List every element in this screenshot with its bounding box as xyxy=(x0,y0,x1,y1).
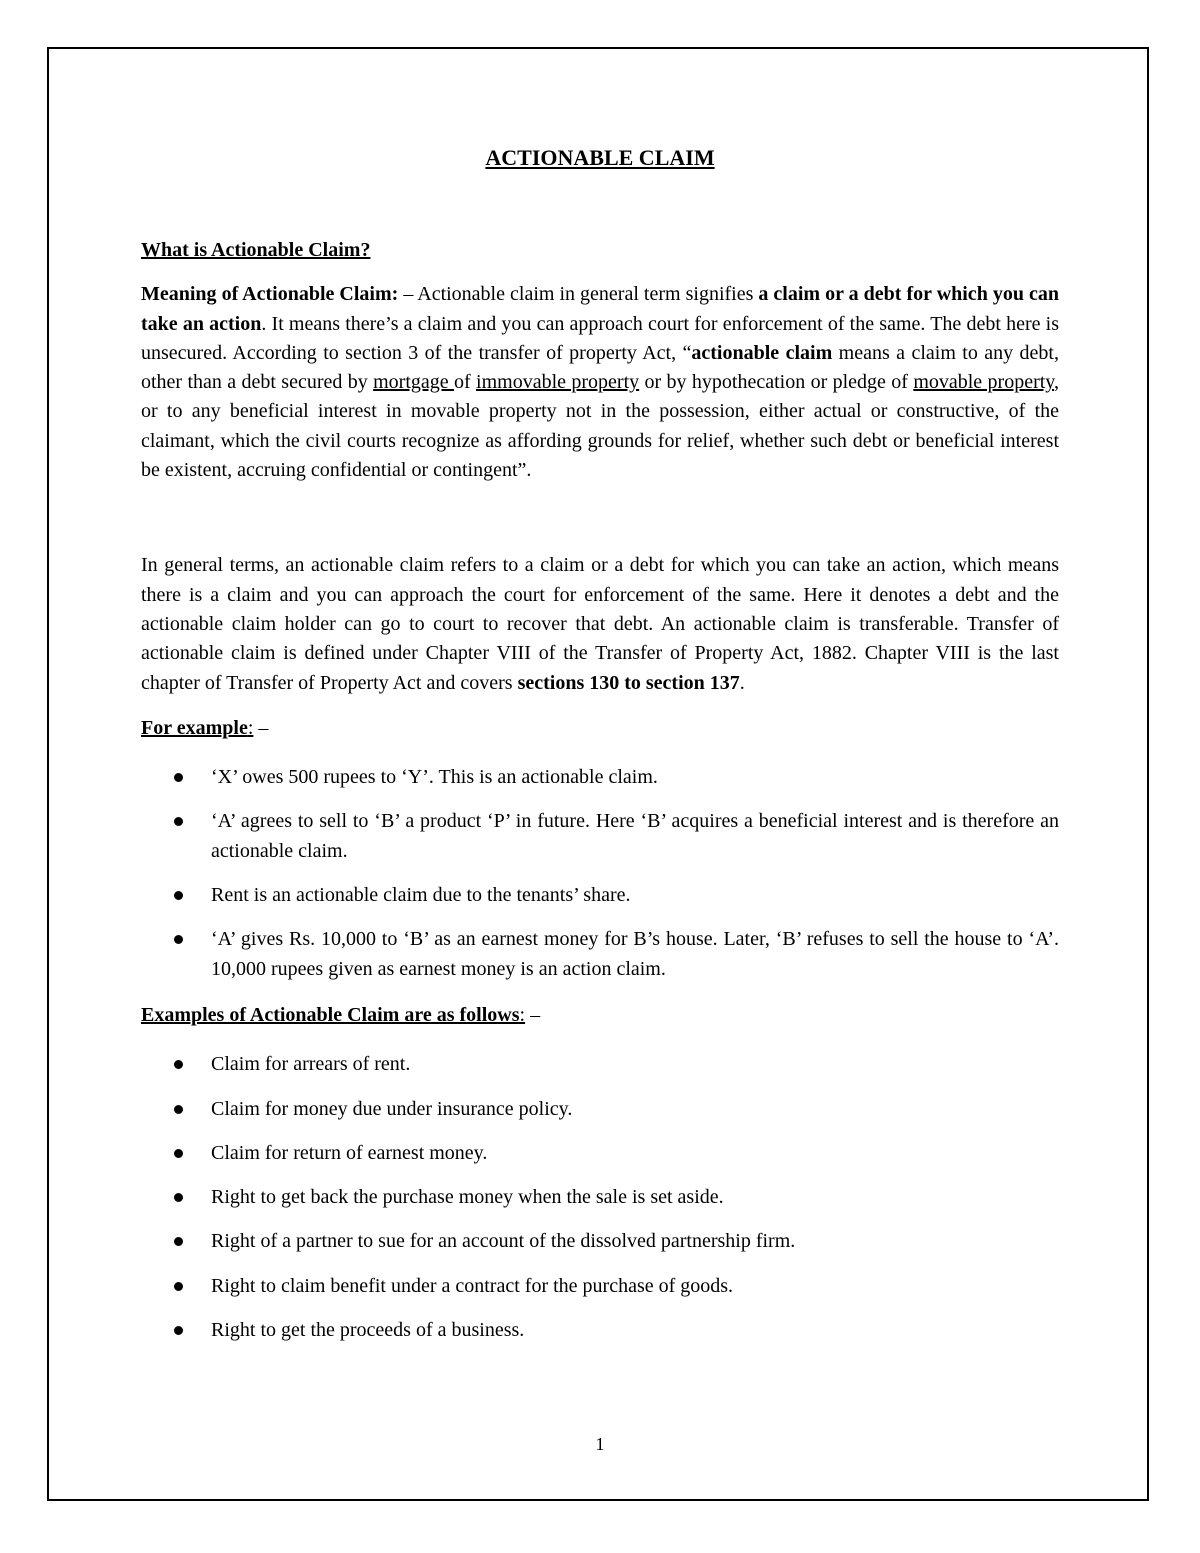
bullet-icon xyxy=(174,1326,183,1335)
examples-heading-dash: – xyxy=(525,1003,541,1026)
meaning-bold-2: actionable claim xyxy=(691,341,833,364)
list-item-text: Claim for money due under insurance policy. xyxy=(211,1097,573,1120)
document-title: ACTIONABLE CLAIM xyxy=(485,145,715,170)
bullet-icon xyxy=(174,1105,183,1114)
bullet-icon xyxy=(174,1282,183,1291)
list-item-text: ‘X’ owes 500 rupees to ‘Y’. This is an actionable claim. xyxy=(211,766,658,789)
general-text-2: . xyxy=(739,671,745,694)
list-item-text: Right to get back the purchase money when the sale is set aside. xyxy=(211,1186,724,1209)
meaning-text-1: – Actionable claim in general term signifies xyxy=(398,283,759,306)
meaning-text-4: of xyxy=(454,371,477,394)
bullet-icon xyxy=(174,1060,183,1069)
bullet-icon xyxy=(174,773,183,782)
example-list xyxy=(141,763,1059,984)
general-paragraph xyxy=(141,551,1059,697)
document-body xyxy=(141,142,1059,1360)
meaning-text-3: means a claim to any debt, other than a debt secured by xyxy=(141,341,1059,394)
list-item xyxy=(141,1227,1059,1256)
list-item xyxy=(141,881,1059,910)
what-heading: What is Actionable Claim? xyxy=(141,239,371,261)
for-example-dash: – xyxy=(253,716,269,739)
for-example-label: For example xyxy=(141,716,248,739)
general-text-1: In general terms, an actionable claim refers to a claim or a debt for which you can take an action, which means there is a claim and you can approach the court for enforcement of the same. Here it denotes a debt and the actionable claim holder can go to court to recover that debt. An actionable claim is transferable. Transfer of actionable claim is defined under Chapter VIII of the Transfer of Property Act, 1882. Chapter VIII is the last chapter of Transfer of Property Act and covers xyxy=(141,554,1059,694)
bullet-icon xyxy=(174,1237,183,1246)
list-item xyxy=(141,763,1059,792)
examples-heading-colon: : xyxy=(519,1003,526,1026)
examples-heading-label: Examples of Actionable Claim are as follows xyxy=(141,1003,520,1026)
meaning-text-6: , or to any beneficial interest in movable property not in the possession, either actual or constructive, of the claimant, which the civil courts recognize as affording grounds for relief, whether such debt or beneficial interest be existent, accruing confidential or contingent”. xyxy=(141,371,1060,482)
meaning-bold-1: a claim or a debt for which you can take an action xyxy=(141,283,1059,335)
bullet-icon xyxy=(174,891,183,900)
meaning-text-2: . It means there’s a claim and you can approach court for enforcement of the same. The debt here is unsecured. According to section 3 of the transfer of property Act, “ xyxy=(141,312,1060,364)
examples-heading xyxy=(141,1001,1059,1030)
page-number: 1 xyxy=(595,1434,605,1454)
list-item xyxy=(141,925,1059,984)
mortgage-link[interactable]: mortgage xyxy=(373,371,455,394)
for-example-heading xyxy=(141,714,1059,743)
list-item-text: Claim for return of earnest money. xyxy=(211,1141,488,1164)
bullet-icon xyxy=(174,817,183,826)
meaning-label: Meaning of Actionable Claim: xyxy=(141,283,399,306)
bullet-icon xyxy=(174,1149,183,1158)
movable-property-link[interactable]: movable property xyxy=(913,371,1055,394)
list-item-text: Claim for arrears of rent. xyxy=(211,1053,411,1076)
list-item xyxy=(141,1272,1059,1301)
immovable-property-link[interactable]: immovable property xyxy=(476,371,640,394)
list-item xyxy=(141,1095,1059,1124)
list-item-text: Right to claim benefit under a contract for the purchase of goods. xyxy=(211,1274,734,1297)
list-item-text: Right of a partner to sue for an account of the dissolved partnership firm. xyxy=(211,1230,796,1253)
list-item xyxy=(141,807,1059,866)
list-item xyxy=(141,1183,1059,1212)
list-item xyxy=(141,1050,1059,1079)
bullet-icon xyxy=(174,1193,183,1202)
list-item xyxy=(141,1139,1059,1168)
list-item-text: ‘A’ agrees to sell to ‘B’ a product ‘P’ in future. Here ‘B’ acquires a beneficial interest and is therefore an actionable claim. xyxy=(211,810,1059,862)
list-item-text: Right to get the proceeds of a business. xyxy=(211,1319,525,1342)
list-item xyxy=(141,1316,1059,1345)
claim-list xyxy=(141,1050,1059,1345)
list-item-text: Rent is an actionable claim due to the tenants’ share. xyxy=(211,884,631,907)
list-item-text: ‘A’ gives Rs. 10,000 to ‘B’ as an earnest money for B’s house. Later, ‘B’ refuses to sell the house to ‘A’. 10,000 rupees given as earnest money is an action claim. xyxy=(211,928,1059,980)
meaning-paragraph xyxy=(141,280,1059,485)
general-bold-sections: sections 130 to section 137 xyxy=(517,671,740,694)
for-example-colon: : xyxy=(247,716,254,739)
meaning-text-5: or by hypothecation or pledge of xyxy=(639,371,914,394)
bullet-icon xyxy=(174,935,183,944)
